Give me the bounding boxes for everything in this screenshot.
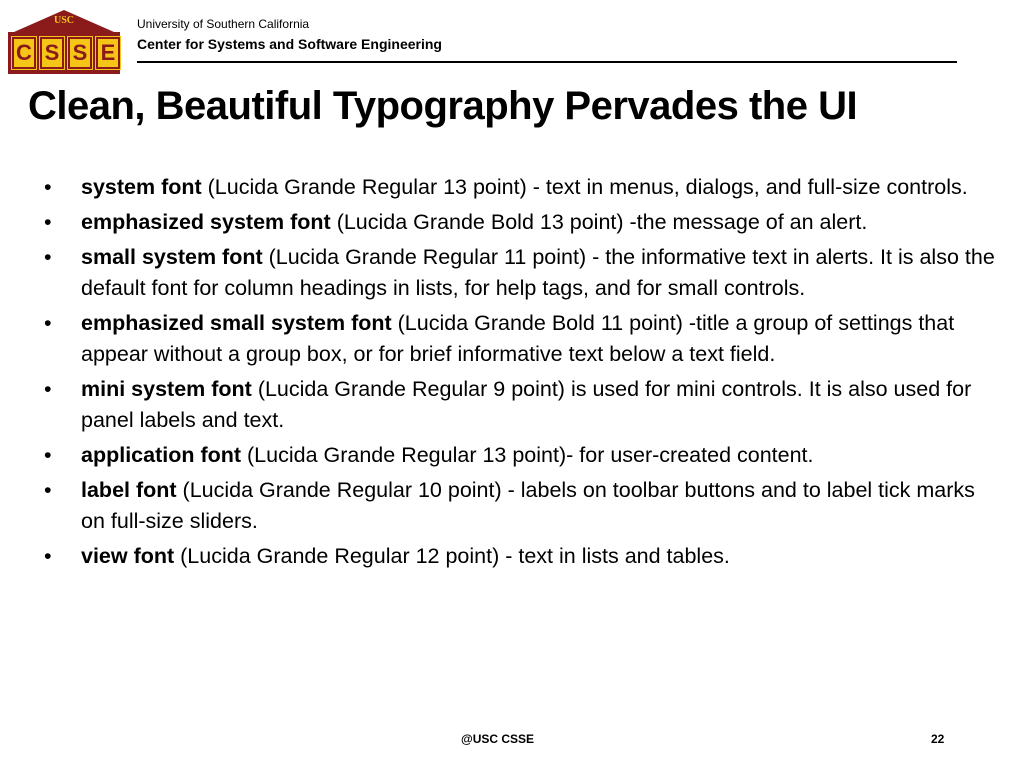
university-name: University of Southern California [137, 17, 310, 31]
bullet-term: emphasized system font [81, 210, 331, 234]
bullet-marker: • [44, 245, 52, 269]
csse-logo [6, 10, 122, 76]
bullet-item [44, 541, 1004, 572]
bullet-marker: • [44, 175, 52, 199]
bullet-item [44, 308, 1004, 370]
bullet-text: (Lucida Grande Regular 12 point) - text in lists and tables. [174, 544, 730, 568]
bullet-text: (Lucida Grande Regular 13 point)- for user-created content. [241, 443, 814, 467]
bullet-text: (Lucida Grande Regular 9 point) is used for mini controls. It is also used for panel labels and text. [81, 377, 972, 432]
page-number: 22 [931, 732, 945, 746]
bullet-item [44, 242, 1004, 304]
bullet-text: (Lucida Grande Regular 11 point) - the informative text in alerts. It is also the default font for column headings in lists, for help tags, and for small controls. [81, 245, 995, 300]
bullet-item [44, 374, 1004, 436]
bullet-text: (Lucida Grande Regular 13 point) - text in menus, dialogs, and full-size controls. [201, 175, 968, 199]
bullet-item [44, 172, 1004, 203]
footer-label: @USC CSSE [461, 732, 535, 746]
logo-letter: S [40, 37, 64, 69]
bullet-marker: • [44, 478, 52, 502]
bullet-term: system font [81, 175, 202, 199]
bullet-text: (Lucida Grande Regular 10 point) - labels on toolbar buttons and to label tick marks on full-size sliders. [81, 478, 975, 533]
bullet-item [44, 475, 1004, 537]
bullet-item [44, 440, 1004, 471]
logo-letter: E [96, 37, 120, 69]
bullet-text: (Lucida Grande Bold 13 point) -the message of an alert. [330, 210, 868, 234]
bullet-item [44, 207, 1004, 238]
bullet-term: mini system font [81, 377, 252, 401]
center-name: Center for Systems and Software Engineering [137, 36, 442, 52]
logo-letters [12, 37, 120, 69]
bullet-term: view font [81, 544, 175, 568]
bullet-marker: • [44, 210, 52, 234]
bullet-marker: • [44, 544, 52, 568]
bullet-term: emphasized small system font [81, 311, 392, 335]
header-divider [137, 61, 957, 63]
slide-title: Clean, Beautiful Typography Pervades the UI [28, 84, 858, 128]
bullet-term: application font [81, 443, 242, 467]
bullet-marker: • [44, 377, 52, 401]
bullet-term: small system font [81, 245, 263, 269]
bullet-term: label font [81, 478, 177, 502]
logo-letter: S [68, 37, 92, 69]
bullet-list [44, 172, 1004, 576]
bullet-marker: • [44, 311, 52, 335]
bullet-marker: • [44, 443, 52, 467]
logo-roof-text: USC [53, 15, 74, 26]
bullet-text: (Lucida Grande Bold 11 point) -title a group of settings that appear without a group box, or for brief informative text below a text field. [81, 311, 955, 366]
logo-letter: C [12, 37, 36, 69]
